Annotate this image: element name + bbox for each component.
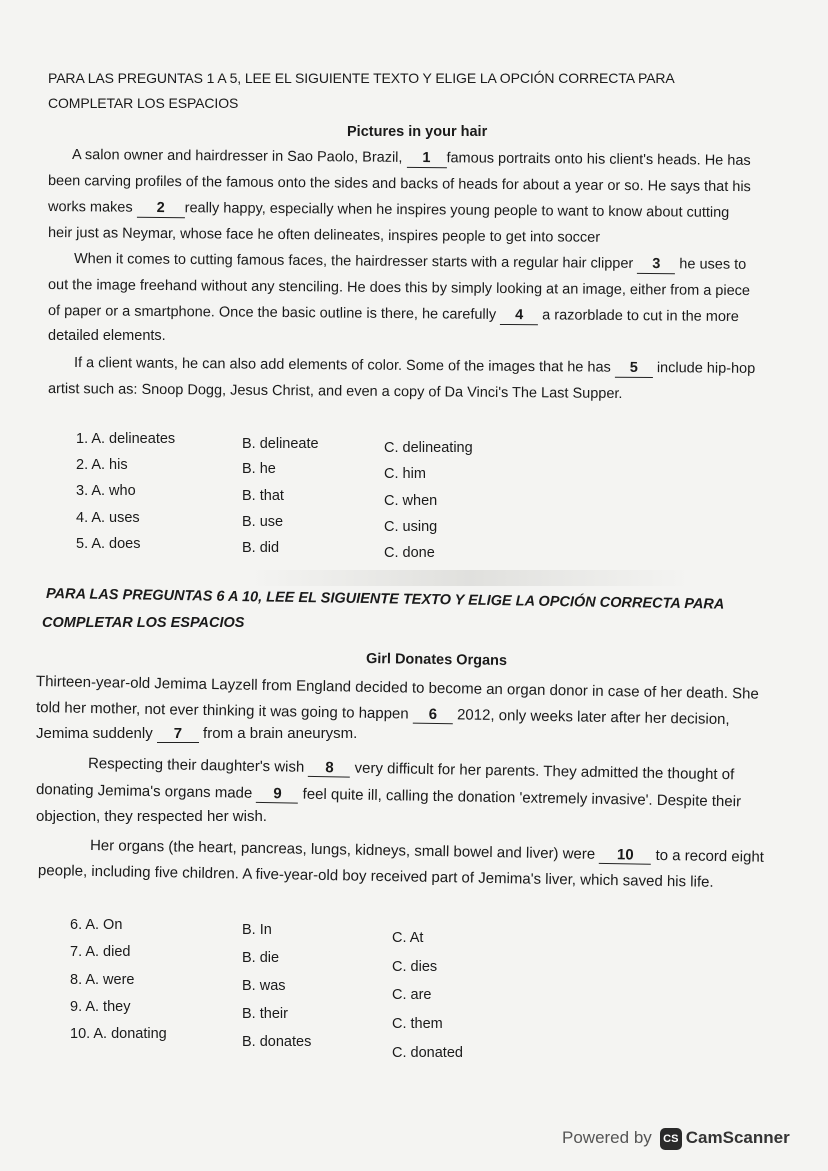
camscanner-brand: CamScanner (685, 1128, 790, 1148)
option-7b: B. die (242, 950, 280, 966)
s1-line-3: works makes 2 really happy, especially when he inspires young people to want to know about cutting (47, 199, 730, 221)
option-1a: 1. A. delineates (76, 431, 176, 447)
blank-7: 7 (157, 726, 199, 743)
section1-instruction-line1: PARA LAS PREGUNTAS 1 A 5, LEE EL SIGUIENTE TEXTO Y ELIGE LA OPCIÓN CORRECTA PARA (48, 70, 675, 86)
s1-line-7: of paper or a smartphone. Once the basic outline is there, he carefully 4 a razorblade to cut in the more (47, 303, 739, 326)
s1-line-10: artist such as: Snoop Dogg, Jesus Christ, and even a copy of Da Vinci's The Last Supper. (47, 381, 623, 403)
blank-9: 9 (256, 786, 298, 804)
section2-instruction-line1: PARA LAS PREGUNTAS 6 A 10, LEE EL SIGUIENTE TEXTO Y ELIGE LA OPCIÓN CORRECTA PARA (45, 586, 725, 613)
option-10b: B. donates (242, 1034, 312, 1050)
s2-line-2: told her mother, not ever thinking it was going to happen 6 2012, only weeks later after her decision, (35, 699, 730, 729)
option-5a: 5. A. does (76, 536, 141, 552)
blank-3: 3 (637, 257, 675, 274)
option-9c: C. them (392, 1016, 443, 1032)
s2-line-7: Her organs (the heart, pancreas, lungs, kidneys, small bowel and liver) were 10 to a record eight (89, 837, 765, 866)
s1-line-9: If a client wants, he can also add elements of color. Some of the images that he has 5 include hip-hop (73, 355, 756, 377)
option-5b: B. did (242, 540, 280, 556)
s2-line-4: Respecting their daughter's wish 8 very difficult for her parents. They admitted the thought of (87, 755, 735, 784)
blank-4: 4 (500, 308, 538, 325)
s1-line-8: detailed elements. (48, 328, 166, 344)
blank-10: 10 (599, 847, 651, 865)
option-4a: 4. A. uses (76, 510, 140, 526)
s2-line-5: donating Jemima's organs made 9 feel quite ill, calling the donation 'extremely invasive'. Despite their (35, 781, 742, 811)
blank-2: 2 (137, 201, 185, 218)
s1-line-5: When it comes to cutting famous faces, the hairdresser starts with a regular hair clipper 3 he uses to (73, 251, 747, 273)
scan-smudge (250, 570, 690, 586)
blank-5: 5 (615, 361, 653, 378)
option-10a: 10. A. donating (70, 1026, 167, 1042)
blank-6: 6 (413, 707, 453, 725)
s2-line-1: Thirteen-year-old Jemima Layzell from England decided to become an organ donor in case of her death. She (35, 673, 759, 703)
s1-line-4: heir just as Neymar, whose face he often delineates, inspires people to get into soccer (47, 225, 601, 246)
option-7a: 7. A. died (70, 944, 131, 960)
option-3c: C. when (384, 493, 438, 509)
s1-line-1: A salon owner and hairdresser in Sao Paolo, Brazil, 1 famous portraits onto his client's heads. He has (71, 147, 751, 169)
s2-line-6: objection, they respected her wish. (36, 808, 267, 825)
option-8b: B. was (242, 978, 286, 994)
option-2b: B. he (242, 461, 276, 477)
option-1b: B. delineate (242, 436, 319, 452)
option-6c: C. At (392, 930, 424, 946)
option-4c: C. using (384, 519, 438, 535)
s1-line-2: been carving profiles of the famous onto the sides and backs of heads for about a year or so. He says that his (47, 173, 751, 196)
option-2a: 2. A. his (76, 457, 128, 473)
option-9a: 9. A. they (70, 999, 131, 1015)
option-4b: B. use (242, 514, 284, 530)
s1-line-6: out the image freehand without any stenciling. He does this by simply looking at an image, either from a piece (47, 277, 751, 300)
option-3a: 3. A. who (76, 483, 136, 499)
option-2c: C. him (384, 466, 426, 482)
camscanner-watermark (562, 1128, 790, 1150)
section1-title: Pictures in your hair (347, 124, 488, 140)
option-1c: C. delineating (384, 440, 473, 456)
s2-line-8: people, including five children. A five-year-old boy received part of Jemima's liver, which saved his life. (37, 862, 714, 891)
option-7c: C. dies (392, 959, 438, 975)
option-5c: C. done (384, 545, 435, 561)
option-3b: B. that (242, 488, 284, 504)
camscanner-logo-icon: CS (660, 1128, 682, 1150)
option-6b: B. In (242, 922, 272, 938)
powered-by-label: Powered by (562, 1128, 652, 1148)
option-10c: C. donated (392, 1045, 463, 1061)
blank-1: 1 (406, 151, 446, 168)
section2-title: Girl Donates Organs (365, 651, 508, 669)
section1-instruction-line2: COMPLETAR LOS ESPACIOS (48, 95, 239, 111)
section2-instruction-line2: COMPLETAR LOS ESPACIOS (42, 615, 245, 631)
option-6a: 6. A. On (70, 917, 123, 933)
option-8a: 8. A. were (70, 972, 135, 988)
s2-line-3: Jemima suddenly 7 from a brain aneurysm. (36, 725, 358, 742)
option-9b: B. their (242, 1006, 288, 1022)
option-8c: C. are (392, 987, 432, 1003)
blank-8: 8 (308, 760, 350, 778)
